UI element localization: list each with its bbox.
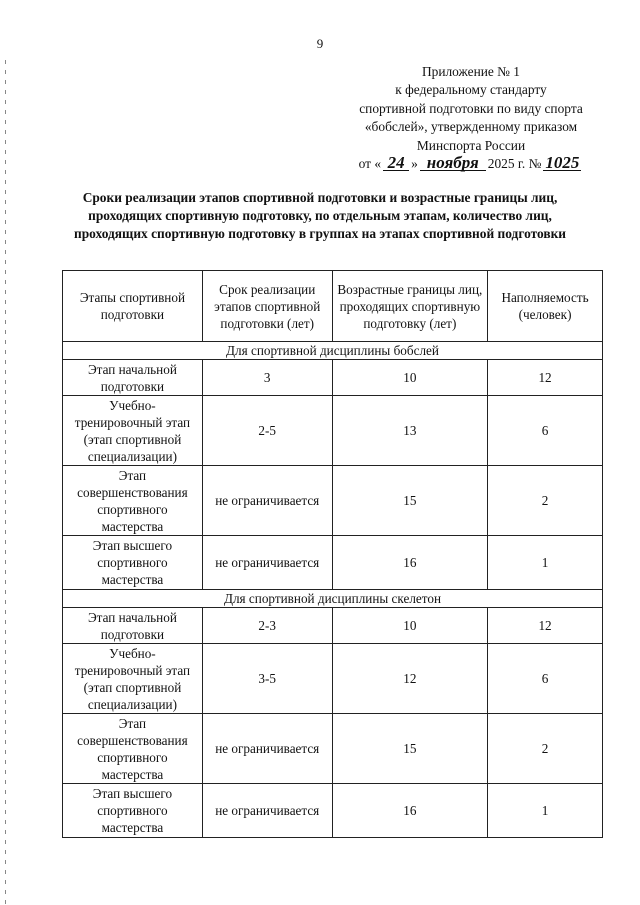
handwritten-day: 24 bbox=[383, 156, 409, 171]
cell-size: 6 bbox=[488, 644, 603, 714]
handwritten-order-number: 1025 bbox=[545, 153, 580, 173]
table-row bbox=[63, 608, 603, 644]
header-size: Наполняемость (человек) bbox=[488, 271, 603, 342]
table-row bbox=[63, 644, 603, 714]
cell-age: 12 bbox=[332, 644, 487, 714]
header-stage: Этапы спортивной подготовки bbox=[63, 271, 203, 342]
stages-table bbox=[62, 270, 603, 838]
cell-size: 2 bbox=[488, 466, 603, 536]
table-header-row bbox=[63, 271, 603, 342]
annex-block bbox=[340, 63, 602, 173]
table-row bbox=[63, 784, 603, 838]
cell-size: 2 bbox=[488, 714, 603, 784]
table-row bbox=[63, 536, 603, 590]
table-row bbox=[63, 396, 603, 466]
cell-stage: Этап высшего спортивного мастерства bbox=[63, 784, 203, 838]
cell-duration: 2-3 bbox=[202, 608, 332, 644]
annex-line-3: спортивной подготовки по виду спорта bbox=[359, 100, 583, 116]
date-year-text: 2025 г. № bbox=[487, 156, 542, 172]
cell-stage: Этап высшего спортивного мастерства bbox=[63, 536, 203, 590]
annex-line-4: «бобслей», утвержденному приказом bbox=[364, 119, 578, 135]
table-row bbox=[63, 360, 603, 396]
cell-age: 10 bbox=[332, 360, 487, 396]
date-quote: » bbox=[411, 156, 418, 172]
annex-line-5: Минспорта России bbox=[416, 137, 526, 153]
scan-edge-dashes bbox=[5, 60, 6, 905]
table-row bbox=[63, 714, 603, 784]
cell-duration: не ограничивается bbox=[202, 714, 332, 784]
section-title-skeleton: Для спортивной дисциплины скелетон bbox=[63, 590, 603, 608]
cell-age: 10 bbox=[332, 608, 487, 644]
cell-age: 13 bbox=[332, 396, 487, 466]
header-duration: Срок реализации этапов спортивной подготовки (лет) bbox=[202, 271, 332, 342]
cell-duration: не ограничивается bbox=[202, 536, 332, 590]
cell-duration: не ограничивается bbox=[202, 784, 332, 838]
cell-stage: Учебно-тренировочный этап (этап спортивной специализации) bbox=[63, 396, 203, 466]
cell-size: 6 bbox=[488, 396, 603, 466]
table-row bbox=[63, 466, 603, 536]
date-prefix: от « bbox=[358, 156, 382, 172]
page-number: 9 bbox=[316, 36, 324, 51]
cell-size: 12 bbox=[488, 608, 603, 644]
cell-stage: Этап начальной подготовки bbox=[63, 608, 203, 644]
cell-size: 1 bbox=[488, 536, 603, 590]
cell-stage: Этап совершенствования спортивного мастерства bbox=[63, 714, 203, 784]
handwritten-month: ноября bbox=[420, 156, 486, 171]
header-age: Возрастные границы лиц, проходящих спортивную подготовку (лет) bbox=[332, 271, 487, 342]
cell-age: 16 bbox=[332, 784, 487, 838]
annex-line-2: к федеральному стандарту bbox=[395, 82, 547, 98]
cell-duration: не ограничивается bbox=[202, 466, 332, 536]
section-title-bobsleigh: Для спортивной дисциплины бобслей bbox=[63, 342, 603, 360]
document-title: Сроки реализации этапов спортивной подготовки и возрастные границы лиц, проходящих спортивную подготовку, по отдельным этапам, количество лиц, проходящих спортивную подготовку в группах на этапах спортивной подготовки bbox=[73, 190, 567, 241]
cell-duration: 2-5 bbox=[202, 396, 332, 466]
annex-date-line bbox=[340, 155, 602, 173]
cell-stage: Этап совершенствования спортивного мастерства bbox=[63, 466, 203, 536]
cell-size: 1 bbox=[488, 784, 603, 838]
cell-stage: Учебно-тренировочный этап (этап спортивной специализации) bbox=[63, 644, 203, 714]
cell-age: 15 bbox=[332, 714, 487, 784]
cell-stage: Этап начальной подготовки bbox=[63, 360, 203, 396]
cell-age: 15 bbox=[332, 466, 487, 536]
cell-size: 12 bbox=[488, 360, 603, 396]
cell-duration: 3-5 bbox=[202, 644, 332, 714]
annex-line-1: Приложение № 1 bbox=[421, 64, 521, 79]
cell-duration: 3 bbox=[202, 360, 332, 396]
cell-age: 16 bbox=[332, 536, 487, 590]
